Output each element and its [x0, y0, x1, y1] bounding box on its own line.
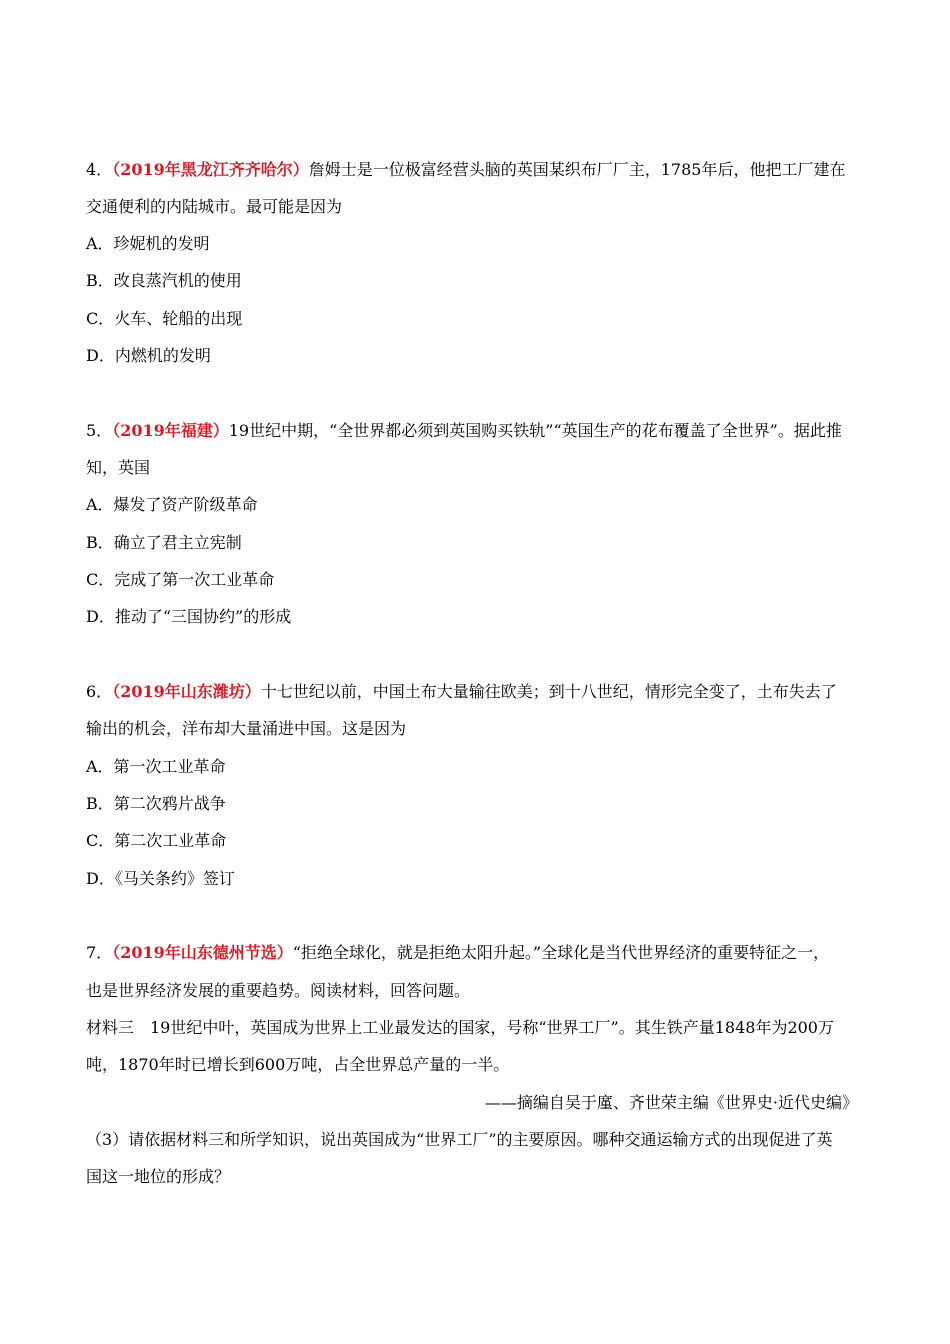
- question-6-stem-2: 输出的机会，洋布却大量涌进中国。这是因为: [86, 719, 407, 738]
- question-4-stem-2: 交通便利的内陆城市。最可能是因为: [86, 197, 343, 216]
- question-4-option-c: C．火车、轮船的出现: [86, 309, 243, 328]
- question-4-source: （2019年黑龙江齐齐哈尔）: [112, 160, 309, 179]
- question-7-stem-2: 也是世界经济发展的重要趋势。阅读材料，回答问题。: [86, 981, 471, 1000]
- question-5-stem-2: 知，英国: [86, 458, 151, 477]
- question-4-option-b: B．改良蒸汽机的使用: [86, 271, 242, 290]
- question-6-option-c: C．第二次工业革命: [86, 831, 227, 850]
- question-4-stem-1: 詹姆士是一位极富经营头脑的英国某织布厂厂主，1785年后，他把工厂建在: [308, 160, 846, 179]
- sub-question-3-line-2: 国这一地位的形成？: [86, 1167, 231, 1186]
- question-7-stem-line-1: [86, 943, 829, 963]
- material-citation: ——摘编自吴于廑、齐世荣主编《世界史·近代史编》: [484, 1093, 858, 1112]
- question-5-stem-line-1: [86, 421, 842, 441]
- question-7-stem-1: “拒绝全球化，就是拒绝太阳升起。”全球化是当代世界经济的重要特征之一，: [292, 943, 830, 962]
- question-6-option-a: A．第一次工业革命: [86, 757, 226, 776]
- question-6-option-d: D．《马关条约》签订: [86, 869, 235, 888]
- question-6-stem-line-1: [86, 682, 837, 702]
- material-3-line-1: 材料三 19世纪中叶，英国成为世界上工业最发达的国家，号称“世界工厂”。其生铁产量1848年为200万: [86, 1018, 834, 1037]
- question-6-stem-1: 十七世纪以前，中国土布大量输往欧美；到十八世纪，情形完全变了，土布失去了: [260, 682, 837, 701]
- question-7-source: （2019年山东德州节选）: [112, 943, 293, 962]
- question-5-option-b: B．确立了君主立宪制: [86, 533, 242, 552]
- question-4-option-d: D．内燃机的发明: [86, 346, 211, 365]
- question-6-option-b: B．第二次鸦片战争: [86, 794, 226, 813]
- question-5-number: 5．: [86, 421, 113, 440]
- sub-question-3-line-1: （3）请依据材料三和所学知识，说出英国成为“世界工厂”的主要原因。哪种交通运输方式的出现促进了英: [86, 1130, 833, 1149]
- material-3-line-2: 吨，1870年时已增长到600万吨，占全世界总产量的一半。: [86, 1055, 510, 1074]
- question-4-stem-line-1: [86, 160, 845, 180]
- question-5-stem-1: 19世纪中期，“全世界都必须到英国购买铁轨”“英国生产的花布覆盖了全世界”。据此推: [228, 421, 842, 440]
- question-5-source: （2019年福建）: [112, 421, 229, 440]
- question-6-source: （2019年山东潍坊）: [112, 682, 261, 701]
- question-4-option-a: A．珍妮机的发明: [86, 234, 210, 253]
- question-7-number: 7．: [86, 943, 113, 962]
- question-4-number: 4．: [86, 160, 113, 179]
- question-5-option-a: A．爆发了资产阶级革命: [86, 495, 258, 514]
- question-5-option-d: D．推动了“三国协约”的形成: [86, 607, 292, 626]
- question-6-number: 6．: [86, 682, 113, 701]
- question-5-option-c: C．完成了第一次工业革命: [86, 570, 275, 589]
